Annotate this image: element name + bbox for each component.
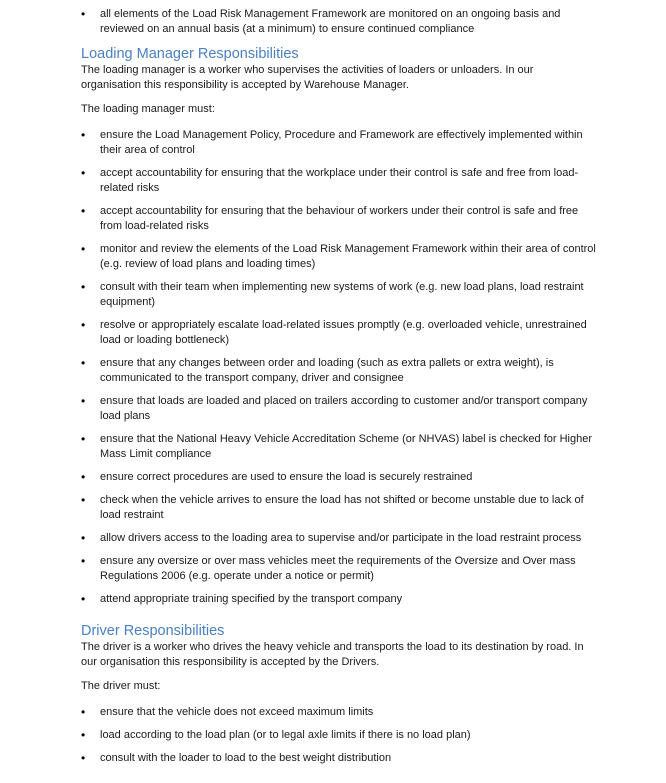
list-item: • ensure correct procedures are used to ensure the load is securely restrained: [0, 470, 666, 485]
driver-must: The driver must:: [81, 680, 161, 692]
driver-section: [0, 622, 666, 774]
loading-manager-section: [0, 45, 666, 615]
list-item: • ensure the Load Management Policy, Procedure and Framework are effectively implemented within their area of control: [0, 128, 666, 158]
driver-bullet-list: [0, 705, 666, 766]
list-item: • ensure that the National Heavy Vehicle Accreditation Scheme (or NHVAS) label is checked for Higher Mass Limit compliance: [0, 432, 666, 462]
list-item: • ensure that the vehicle does not exceed maximum limits: [0, 705, 666, 720]
list-item: • load according to the load plan (or to legal axle limits if there is no load plan): [0, 728, 666, 743]
list-item: • ensure any oversize or over mass vehicles meet the requirements of the Oversize and Over mass Regulations 2006 (e.g. operate under a notice or permit): [0, 554, 666, 584]
list-item: • ensure that any changes between order and loading (such as extra pallets or extra weight), is communicated to the transport company, driver and consignee: [0, 356, 666, 386]
loading-manager-bullet-list: [0, 128, 666, 607]
loading-manager-heading: Loading Manager Responsibilities: [81, 46, 299, 62]
driver-heading: Driver Responsibilities: [81, 623, 225, 639]
list-item: • all elements of the Load Risk Management Framework are monitored on an ongoing basis and reviewed on an annual basis (at a minimum) to ensure continued compliance: [0, 7, 666, 37]
loading-manager-intro: The loading manager is a worker who supervises the activities of loaders or unloaders. In our organisation this responsibility is accepted by Warehouse Manager.: [81, 64, 534, 91]
list-item: • attend appropriate training specified by the transport company: [0, 592, 666, 607]
list-item: • allow drivers access to the loading area to supervise and/or participate in the load restraint process: [0, 531, 666, 546]
list-item: • accept accountability for ensuring that the workplace under their control is safe and free from load-related risks: [0, 166, 666, 196]
driver-intro: The driver is a worker who drives the heavy vehicle and transports the load to its destination by road. In our organisation this responsibility is accepted by the Drivers.: [81, 641, 584, 668]
list-item: • ensure that loads are loaded and placed on trailers according to customer and/or transport company load plans: [0, 394, 666, 424]
list-item: • resolve or appropriately escalate load-related issues promptly (e.g. overloaded vehicle, unrestrained load or loading bottleneck): [0, 318, 666, 348]
top-bullet-list: [0, 7, 666, 45]
loading-manager-must: The loading manager must:: [81, 103, 215, 115]
list-item: • check when the vehicle arrives to ensure the load has not shifted or become unstable due to lack of load restraint: [0, 493, 666, 523]
list-item: • consult with their team when implementing new systems of work (e.g. new load plans, load restraint equipment): [0, 280, 666, 310]
list-item: • monitor and review the elements of the Load Risk Management Framework within their area of control (e.g. review of load plans and loading times): [0, 242, 666, 272]
list-item: • consult with the loader to load to the best weight distribution: [0, 751, 666, 766]
list-item: • accept accountability for ensuring that the behaviour of workers under their control is safe and free from load-related risks: [0, 204, 666, 234]
